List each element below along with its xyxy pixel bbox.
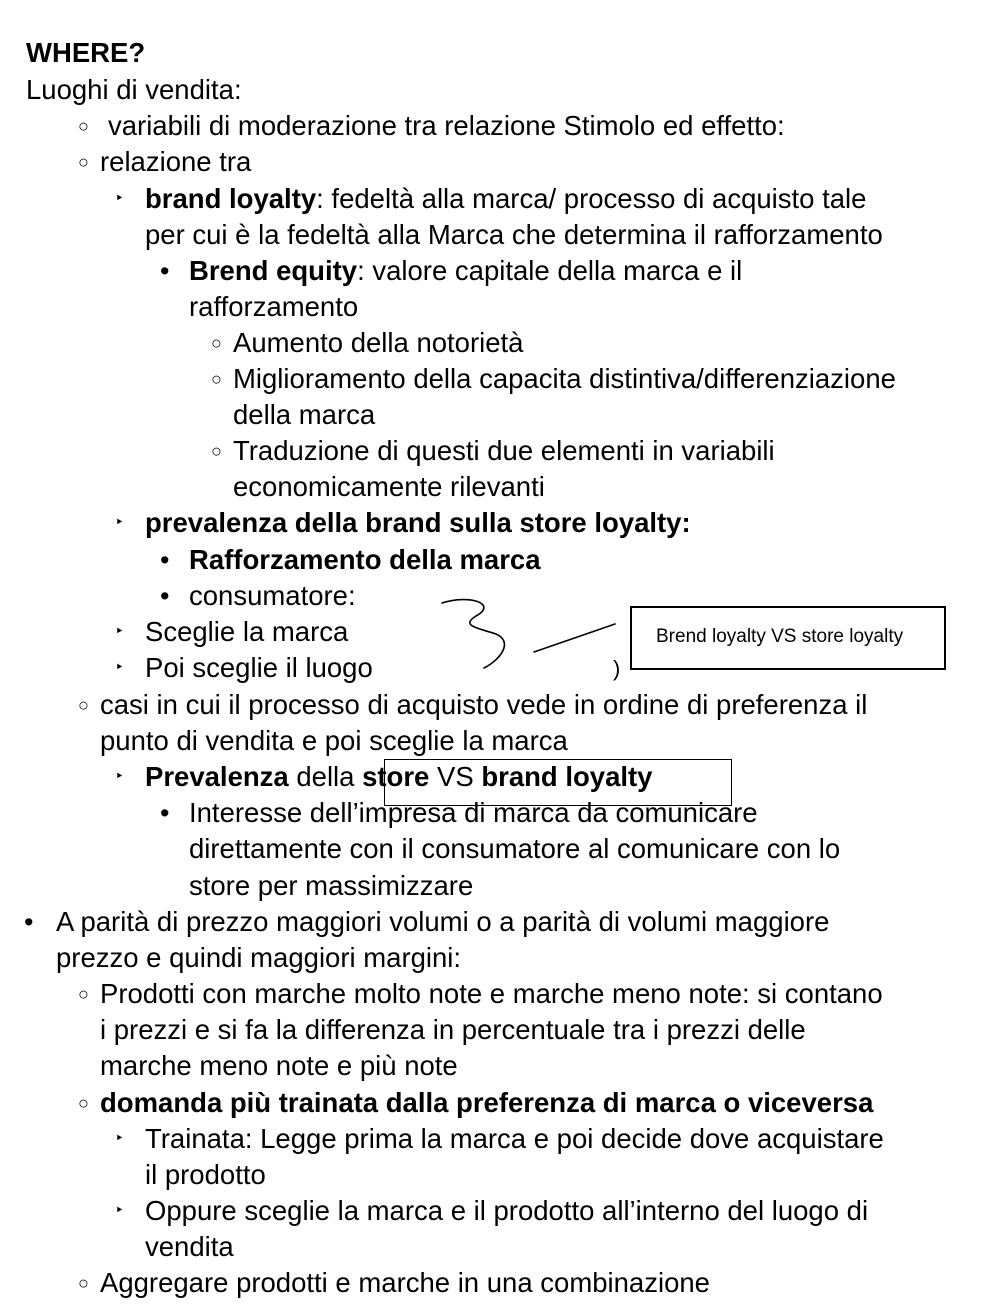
text-segment: variabili di moderazione tra relazione Stimolo ed effetto: (108, 110, 785, 141)
text-segment: Poi sceglie il luogo (145, 652, 373, 683)
text-segment: direttamente con il consumatore al comunicare con lo (189, 833, 841, 864)
text-segment: Miglioramento della capacita distintiva/differenziazione (233, 363, 896, 394)
text-segment: Aumento della notorietà (233, 327, 524, 358)
annotation-box-text: Brend loyalty VS store loyalty (656, 626, 904, 647)
dot-bullet: • (160, 545, 170, 575)
dot-bullet: • (160, 798, 170, 828)
circle-bullet: ○ (78, 984, 89, 1004)
text-segment: economicamente rilevanti (233, 471, 545, 502)
bold-text: Brend equity (189, 255, 358, 286)
triangle-bullet: ‣ (115, 514, 124, 531)
circle-bullet: ○ (78, 1273, 89, 1293)
bold-text: prevalenza della brand sulla store loyalty: (145, 507, 691, 538)
circle-bullet: ○ (78, 116, 89, 136)
text-segment: punto di vendita e poi sceglie la marca (100, 725, 568, 756)
text-segment: per cui è la fedeltà alla Marca che determina il rafforzamento (145, 219, 883, 250)
handwritten-paren: ) (613, 656, 621, 681)
circle-bullet: ○ (211, 369, 222, 389)
text-segment: A parità di prezzo maggiori volumi o a parità di volumi maggiore (56, 906, 830, 937)
text-segment: Traduzione di questi due elementi in variabili (233, 435, 775, 466)
text-segment: della (288, 761, 363, 792)
text-segment: Interesse dell’impresa di marca da comunicare (189, 797, 758, 828)
circle-bullet: ○ (211, 441, 222, 461)
bold-text: Rafforzamento della marca (189, 544, 541, 575)
text-segment: rafforzamento (189, 291, 359, 322)
text-segment: Prodotti con marche molto note e marche meno note: si contano (100, 978, 883, 1009)
text-segment: vendita (145, 1231, 234, 1262)
triangle-bullet: ‣ (115, 1202, 124, 1219)
circle-bullet: ○ (211, 333, 222, 353)
text-segment: Sceglie la marca (145, 616, 349, 647)
dot-bullet: • (24, 907, 34, 937)
text-segment: : valore capitale della marca e il (357, 255, 743, 286)
dot-bullet: • (160, 581, 170, 611)
text-segment: consumatore: (189, 580, 356, 611)
text-segment: Luoghi di vendita: (26, 74, 242, 105)
bold-text: brand loyalty (145, 183, 317, 214)
triangle-bullet: ‣ (115, 1130, 124, 1147)
circle-bullet: ○ (78, 1093, 89, 1113)
text-segment: Aggregare prodotti e marche in una combinazione (100, 1267, 710, 1298)
dot-bullet: • (160, 256, 170, 286)
handwritten-arrow-line (534, 624, 615, 652)
text-segment: marche meno note e più note (100, 1050, 458, 1081)
triangle-bullet: ‣ (115, 190, 124, 207)
handwritten-brace (442, 600, 504, 668)
circle-bullet: ○ (78, 695, 89, 715)
triangle-bullet: ‣ (115, 659, 124, 676)
text-segment: store per massimizzare (189, 870, 474, 901)
triangle-bullet: ‣ (115, 768, 124, 785)
text-segment: Oppure sceglie la marca e il prodotto all’interno del luogo di (145, 1195, 869, 1226)
bold-text: store (362, 761, 430, 792)
text-segment: relazione tra (100, 146, 252, 177)
bold-text: Prevalenza (145, 761, 289, 792)
text-segment: Trainata: Legge prima la marca e poi decide dove acquistare (145, 1123, 884, 1154)
heading: WHERE? (26, 37, 146, 68)
text-segment: i prezzi e si fa la differenza in percentuale tra i prezzi delle (100, 1014, 806, 1045)
bold-text: domanda più trainata dalla preferenza di marca o viceversa (100, 1087, 874, 1118)
text-segment: : fedeltà alla marca/ processo di acquisto tale (316, 183, 867, 214)
circle-bullet: ○ (78, 152, 89, 172)
text-segment: casi in cui il processo di acquisto vede in ordine di preferenza il (100, 689, 868, 720)
bold-text: brand loyalty (481, 761, 653, 792)
text-segment: il prodotto (145, 1159, 266, 1190)
text-segment: VS (429, 761, 482, 792)
text-segment: della marca (233, 399, 376, 430)
triangle-bullet: ‣ (115, 623, 124, 640)
text-segment: prezzo e quindi maggiori margini: (56, 942, 462, 973)
